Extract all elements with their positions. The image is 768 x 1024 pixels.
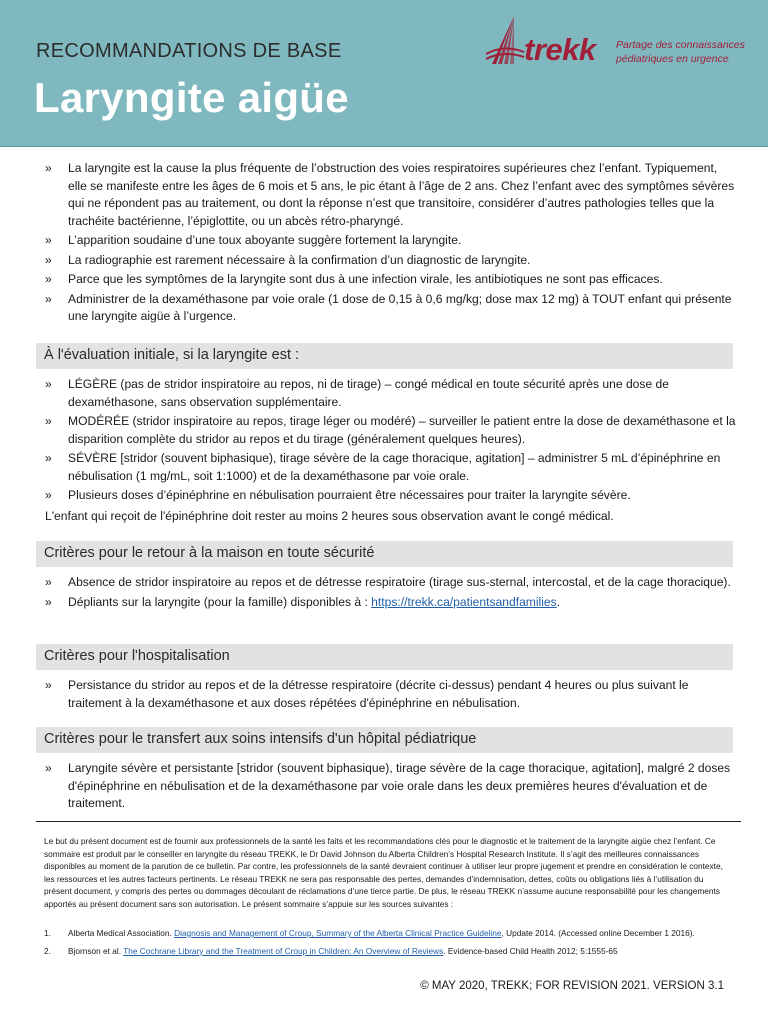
leaflet-suffix: .: [556, 594, 561, 609]
reference-item: [44, 945, 728, 958]
intro-section: [0, 160, 768, 328]
hospitalization-list: [0, 677, 768, 712]
section-title: Critères pour le transfert aux soins intensifs d'un hôpital pédiatrique: [44, 731, 477, 747]
observation-note: L'enfant qui reçoit de l'épinéphrine doit rester au moins 2 heures sous observation avant le congé médical.: [45, 509, 614, 523]
list-item: » La laryngite est la cause la plus fréquente de l’obstruction des voies respiratoires supérieures chez l’enfant. Typiquement, elle se manifeste entre les âges de 6 mois et 5 ans, le pic étant à l’âge de 2 ans. Chez l’enfant avec des symptômes sévères qui ne répondent pas au traitement, ou dont la réponse n’est que transitoire, considérer d’autres pathologies telles que la trachéite bactérienne, l’épiglottite, ou un abcès rétro-pharyngé.: [0, 160, 768, 230]
reference-prefix: Alberta Medical Association.: [68, 928, 175, 938]
reference-link-1[interactable]: Diagnosis and Management of Croup, Summary of the Alberta Clinical Practice Guideline: [174, 928, 502, 938]
section-header-discharge: [36, 541, 733, 567]
section-title: Critères pour le retour à la maison en toute sécurité: [44, 545, 375, 561]
icu-transfer-list: [0, 760, 768, 813]
list-item: » L’apparition soudaine d’une toux aboyante suggère fortement la laryngite.: [0, 232, 768, 250]
reference-number: 1.: [44, 928, 51, 938]
section-title: À l'évaluation initiale, si la laryngite est :: [44, 347, 300, 363]
reference-item: [44, 927, 728, 940]
disclaimer-text: Le but du présent document est de fournir aux professionnels de la santé les faits et les recommandations clés pour le diagnostic et le traitement de la laryngite aigüe chez l’enfant. Ce sommaire est produit par le conseiller en laryngite du réseau TREKK, le Dr David Johnson du Alberta Children’s Hospital Research Institute. Il s’agit des meilleures connaissances disponibles au moment de la parution de ce bulletin. Par contre, les professionnels de la santé devraient continuer à utiliser leur propre jugement et prendre en considération le contexte, les ressources et les autres facteurs pertinents. Le réseau TREKK ne sera pas responsable des pertes, demandes d’indemnisation, dettes, coûts ou obligations liés à l’utilisation du présent document, y compris des pertes ou dommages découlant de réclamations d’une tierce partie. De plus, le réseau TREKK n’assume aucune responsabilité pour les changements apportés au présent document sans son autorisation. Le présent sommaire s’appuie sur les sources suivantes :: [44, 836, 723, 909]
section-title: Critères pour l'hospitalisation: [44, 648, 230, 664]
discharge-section: [0, 574, 768, 613]
reference-number: 2.: [44, 945, 51, 956]
icu-transfer-section: [0, 760, 768, 815]
list-item: » Absence de stridor inspiratoire au repos et de détresse respiratoire (tirage sus-sternal, intercostal, et de la cage thoracique).: [0, 574, 768, 592]
list-item: » MODÉRÉE (stridor inspiratoire au repos, tirage léger ou modéré) – surveiller le patient entre la dose de dexaméthasone et la disparition complète du stridor au repos et du tirage (généralement quelques heures).: [0, 413, 768, 448]
tagline-line-1: Partage des connaissances: [616, 39, 745, 51]
trekk-logo-tagline: [616, 38, 745, 66]
trekk-logo: [484, 14, 756, 68]
intro-list: [0, 160, 768, 326]
list-item: » La radiographie est rarement nécessaire à la confirmation d’un diagnostic de laryngite.: [0, 252, 768, 270]
severity-list: [0, 376, 768, 505]
list-item: » Plusieurs doses d’épinéphrine en nébulisation pourraient être nécessaires pour traiter la laryngite sévère.: [0, 487, 768, 505]
references-list: [44, 927, 728, 962]
list-item: » LÉGÈRE (pas de stridor inspiratoire au repos, ni de tirage) – congé médical en toute sécurité après une dose de dexaméthasone, sans observation supplémentaire.: [0, 376, 768, 411]
tagline-line-2: pédiatriques en urgence: [616, 53, 729, 65]
list-item: » Laryngite sévère et persistante [stridor (souvent biphasique), tirage sévère de la cage thoracique, agitation], malgré 2 doses d'épinéphrine en nébulisation et de la dexaméthasone par voie orale dans les deux premières heures d'évaluation et de traitement.: [0, 760, 768, 813]
section-header-hospitalization: [36, 644, 733, 670]
patients-families-link[interactable]: https://trekk.ca/patientsandfamilies: [371, 594, 557, 609]
reference-suffix: , Update 2014. (Accessed online December 1 2016).: [501, 928, 695, 938]
section-header-icu-transfer: [36, 727, 733, 753]
page-title: Laryngite aigüe: [34, 74, 349, 121]
reference-suffix: . Evidence-based Child Health 2012; 5:1555-65: [443, 945, 618, 956]
section-header-initial-evaluation: [36, 343, 733, 369]
list-item: » Administrer de la dexaméthasone par voie orale (1 dose de 0,15 à 0,6 mg/kg; dose max 12 mg) à TOUT enfant qui présente une laryngite aigüe à l’urgence.: [0, 291, 768, 326]
copyright-footer: © MAY 2020, TREKK; FOR REVISION 2021. VERSION 3.1: [420, 980, 724, 992]
hospitalization-section: [0, 677, 768, 714]
list-item: [0, 594, 768, 612]
discharge-list: [0, 574, 768, 611]
list-item: » SÉVÈRE [stridor (souvent biphasique), tirage sévère de la cage thoracique, agitation] – administrer 5 mL d’épinéphrine en nébulisation (1 mg/mL, soit 1:1000) et de la dexaméthasone par voie orale.: [0, 450, 768, 485]
initial-evaluation-section: [0, 376, 768, 507]
leaflet-text: Dépliants sur la laryngite (pour la famille) disponibles à :: [68, 594, 372, 609]
list-item: » Persistance du stridor au repos et de la détresse respiratoire (décrite ci-dessus) pendant 4 heures ou plus suivant le traitement à la dexaméthasone et aux doses répétées d'épinéphrine en nébulisation.: [0, 677, 768, 712]
list-item: » Parce que les symptômes de la laryngite sont dus à une infection virale, les antibiotiques ne sont pas efficaces.: [0, 271, 768, 289]
reference-prefix: Bjornson et al.: [68, 945, 124, 956]
banner-divider: [0, 146, 768, 147]
footer-divider: [36, 821, 741, 822]
reference-link-2[interactable]: The Cochrane Library and the Treatment of Croup in Children: An Overview of Reviews: [123, 945, 444, 956]
header-banner: [0, 0, 768, 146]
document-kicker: RECOMMANDATIONS DE BASE: [36, 40, 342, 62]
trekk-logo-word: trekk: [524, 32, 596, 67]
